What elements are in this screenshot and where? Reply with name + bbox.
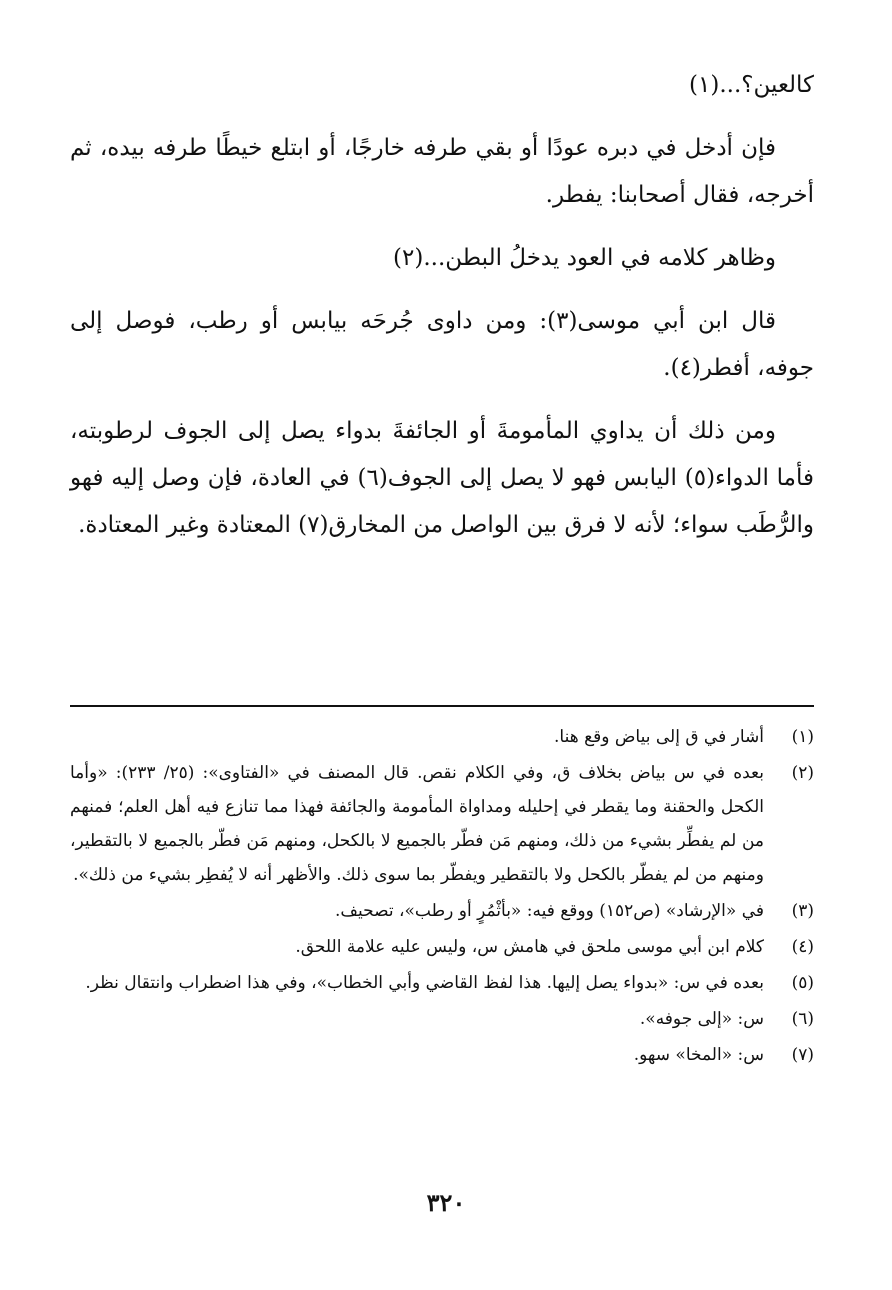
footnote-text: س: «إلى جوفه». [639, 1009, 764, 1029]
footnote-text: كلام ابن أبي موسى ملحق في هامش س، وليس عليه علامة اللحق. [295, 937, 764, 957]
footnote [70, 1002, 814, 1036]
footnote-number: (٢) [791, 763, 814, 783]
footnote-number: (٦) [791, 1009, 814, 1029]
footnote-text: بعده في س بياض بخلاف ق، وفي الكلام نقص. قال المصنف في «الفتاوى»: (٢٥/ ٢٣٣): «وأما الكحل والحقنة وما يقطر في إحليله ومداواة المأمومة والجائفة فهذا مما تنازع فيه أهل العلم؛ فمنهم من لم يفطِّر بشيء من ذلك، ومنهم مَن فطّر بالجميع لا بالكحل، ومنهم مَن فطّر بالجميع لا بالتقطير، ومنهم من لم يفطّر بالكحل ولا بالتقطير ويفطّر بما سوى ذلك. والأظهر أنه لا يُفطِر بشيء من ذلك». [70, 763, 764, 885]
footnote-number: (٧) [791, 1045, 814, 1065]
footnote [70, 894, 814, 928]
footnotes [70, 720, 814, 1074]
footnote [70, 1038, 814, 1072]
footnote [70, 756, 814, 892]
footnote [70, 930, 814, 964]
paragraph: قال ابن أبي موسى(٣): ومن داوى جُرحَه بيابس أو رطب، فوصل إلى جوفه، أفطر(٤). [70, 308, 814, 381]
main-text [70, 62, 814, 549]
footnote-number: (٣) [791, 901, 814, 921]
paragraph: فإن أدخل في دبره عودًا أو بقي طرفه خارجًا، أو ابتلع خيطًا طرفه بيده، ثم أخرجه، فقال أصحابنا: يفطر. [70, 135, 814, 208]
footnote-text: س: «المخا» سهو. [633, 1045, 764, 1065]
page-number: ٣٢٠ [426, 1188, 466, 1217]
page-body [70, 62, 814, 1065]
paragraph: ومن ذلك أن يداوي المأمومةَ أو الجائفةَ بدواء يصل إلى الجوف لرطوبته، فأما الدواء(٥) اليابس فهو لا يصل إلى الجوف(٦) في العادة، فإن وصل إليه فهو والرُّطَب سواء؛ لأنه لا فرق بين الواصل من المخارق(٧) المعتادة وغير المعتادة. [70, 418, 814, 538]
footnote [70, 966, 814, 1000]
footnote-number: (٥) [791, 973, 814, 993]
paragraph: كالعين؟...(١) [689, 72, 814, 98]
footnote-text: أشار في ق إلى بياض وقع هنا. [554, 727, 764, 747]
footnote-number: (٤) [791, 937, 814, 957]
paragraph: وظاهر كلامه في العود يدخلُ البطن...(٢) [393, 245, 776, 271]
footnote [70, 720, 814, 754]
footnote-text: في «الإرشاد» (ص١٥٢) ووقع فيه: «بأثْمُرٍ أو رطب»، تصحيف. [335, 901, 764, 921]
footnote-text: بعده في س: «بدواء يصل إليها. هذا لفظ القاضي وأبي الخطاب»، وفي هذا اضطراب وانتقال نظر. [85, 973, 764, 993]
footnote-number: (١) [791, 727, 814, 747]
footnote-divider [70, 705, 814, 707]
